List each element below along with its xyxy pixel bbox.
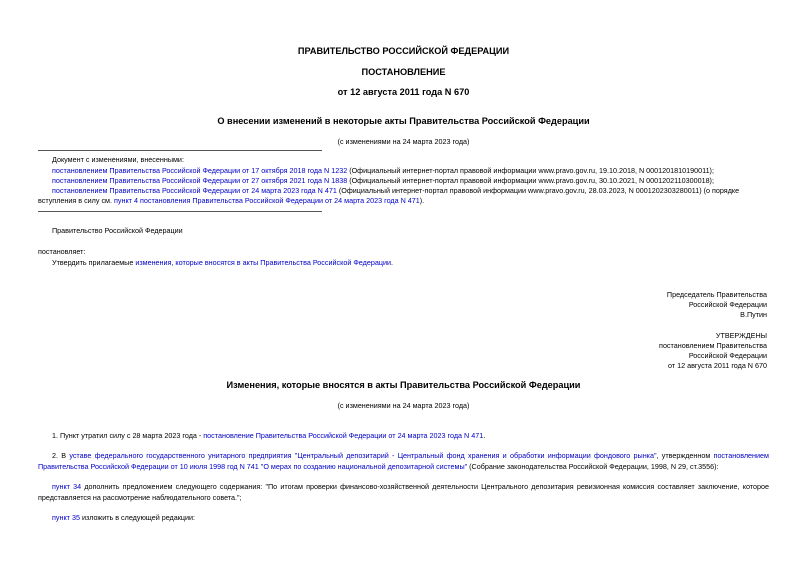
- approve-paragraph: [52, 258, 393, 267]
- signature-title: Председатель Правительства: [666, 290, 767, 299]
- point-34-text: дополнить предложением следующего содержания: "По итогам проверки финансово-хозяйственной деятельности Центрального депозитария ревизионная комиссия составляет заключение, которое представляется на рассмотрение наблюдательного совета.";: [38, 482, 769, 502]
- changes-annex-link[interactable]: изменения, которые вносятся в акты Правительства Российской Федерации: [135, 258, 391, 267]
- approve-end: .: [390, 258, 393, 267]
- changes-item-2: [52, 176, 714, 185]
- amendment-link-2023[interactable]: постановлением Правительства Российской Федерации от 24 марта 2023 года N 471: [52, 186, 337, 195]
- point-34: [38, 482, 769, 503]
- point-34-link[interactable]: пункт 34: [52, 482, 82, 491]
- point-1-link[interactable]: постановление Правительства Российской Федерации от 24 марта 2023 года N 471: [203, 431, 484, 440]
- point-1-text: 1. Пункт утратил силу с 28 марта 2023 года -: [52, 431, 204, 440]
- point-35-text: изложить в следующей редакции:: [79, 513, 196, 522]
- point-2-text-b: , утвержденном: [656, 451, 714, 460]
- point-1: [52, 431, 485, 440]
- changes-item-1: [52, 166, 714, 175]
- government-label: Правительство Российской Федерации: [52, 226, 183, 235]
- changes-item-3-cont: [38, 196, 424, 205]
- annex-revision: (с изменениями на 24 марта 2023 года): [337, 401, 470, 410]
- point-2-text-c: (Собрание законодательства Российской Федерации, 1998, N 29, ст.3556):: [467, 461, 719, 471]
- changes-item-3-end: ).: [419, 196, 425, 205]
- changes-item-3: [52, 186, 739, 195]
- doc-type: ПОСТАНОВЛЕНИЕ: [361, 67, 446, 77]
- divider-bottom: [38, 211, 322, 212]
- annex-title: Изменения, которые вносятся в акты Правительства Российской Федерации: [226, 380, 581, 390]
- signature-name: В.Путин: [740, 310, 767, 319]
- changes-item-2-text: (Официальный интернет-портал правовой информации www.pravo.gov.ru, 30.10.2021, N 0001202110300018);: [347, 176, 714, 185]
- changes-item-1-text: (Официальный интернет-портал правовой информации www.pravo.gov.ru, 19.10.2018, N 0001201810190011);: [347, 166, 714, 175]
- changes-item-3-cont-text: вступления в силу см.: [38, 196, 114, 205]
- approved-by: постановлением Правительства: [659, 341, 767, 350]
- approved-country: Российской Федерации: [688, 351, 767, 360]
- amendment-link-2021[interactable]: постановлением Правительства Российской Федерации от 27 октября 2021 года N 1838: [52, 176, 348, 185]
- point-2: [38, 451, 769, 472]
- resolution-741-link[interactable]: постановлением Правительства Российской Федерации от 10 июля 1998 год N 741 "О мерах по созданию национальной депозитарной системы": [38, 451, 769, 471]
- org-name: ПРАВИТЕЛЬСТВО РОССИЙСКОЙ ФЕДЕРАЦИИ: [297, 46, 510, 56]
- approved-date: от 12 августа 2011 года N 670: [668, 361, 767, 370]
- point-35: [52, 513, 195, 522]
- divider-top: [38, 150, 322, 151]
- amendment-link-2018[interactable]: постановлением Правительства Российской Федерации от 17 октября 2018 года N 1232: [52, 166, 348, 175]
- approved-heading: УТВЕРЖДЕНЫ: [715, 331, 767, 340]
- point-35-link[interactable]: пункт 35: [52, 513, 80, 522]
- doc-date: от 12 августа 2011 года N 670: [337, 87, 470, 97]
- changes-item-3-text: (Официальный интернет-портал правовой информации www.pravo.gov.ru, 28.03.2023, N 0001202303280011) (о порядке: [336, 186, 740, 195]
- approve-text: Утвердить прилагаемые: [52, 258, 136, 267]
- revision-note: (с изменениями на 24 марта 2023 года): [337, 137, 470, 146]
- entry-into-force-link[interactable]: пункт 4 постановления Правительства Российской Федерации от 24 марта 2023 года N 471: [114, 196, 420, 205]
- signature-country: Российской Федерации: [688, 300, 767, 309]
- point-2-text-a: 2. В: [52, 451, 70, 460]
- point-1-end: .: [483, 431, 486, 440]
- changes-intro: Документ с изменениями, внесенными:: [52, 155, 184, 164]
- decides-label: постановляет:: [38, 247, 86, 256]
- doc-title: О внесении изменений в некоторые акты Правительства Российской Федерации: [217, 116, 590, 126]
- charter-link[interactable]: уставе федерального государственного унитарного предприятия "Центральный депозитарий - Центральный фонд хранения и обработки информации фондового рынка": [69, 451, 657, 460]
